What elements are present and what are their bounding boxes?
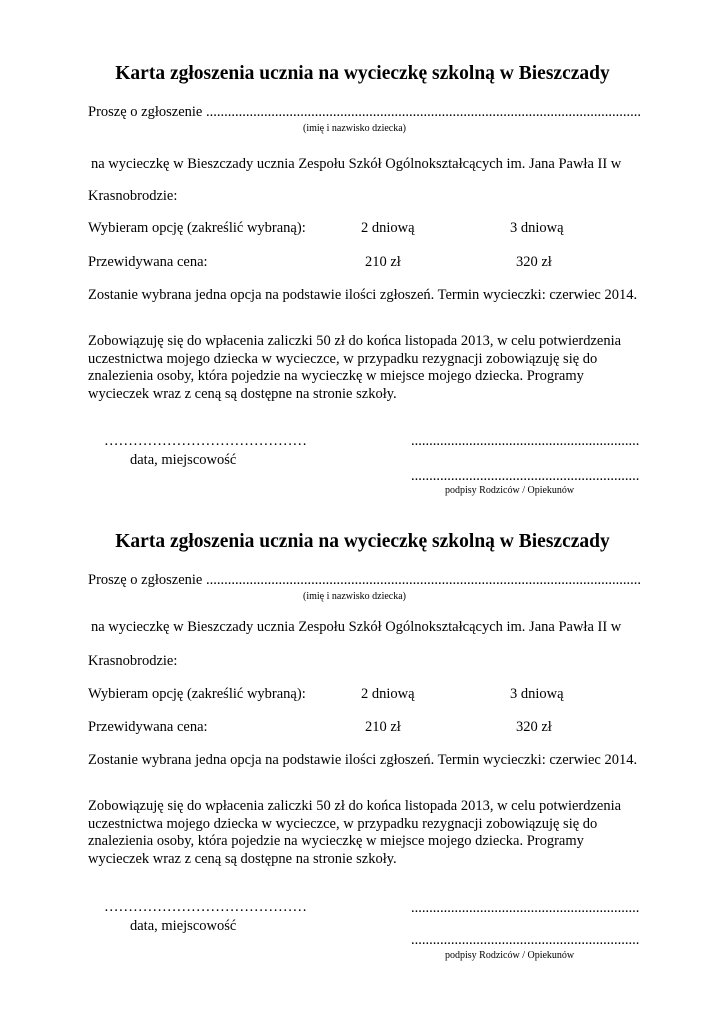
trip-line: na wycieczkę w Bieszczady ucznia Zespołu Szkół Ogólnokształcących im. Jana Pawła II w [91,619,622,635]
name-hint: (imię i nazwisko dziecka) [303,591,407,602]
request-label: Proszę o zgłoszenie [88,104,203,120]
price-3-days: 320 zł [516,719,552,735]
date-place-label: data, miejscowość [130,918,237,934]
signature-label: podpisy Rodziców / Opiekunów [445,950,575,961]
child-name-field[interactable]: ........................................................................................................................ [205,104,641,120]
selection-note: Zostanie wybrana jedna opcja na podstawie ilości zgłoszeń. Termin wycieczki: czerwiec 2014. [88,287,638,303]
request-label: Proszę o zgłoszenie [88,572,203,588]
signature-field-1[interactable]: ............................................................... [411,900,640,916]
name-hint: (imię i nazwisko dziecka) [303,123,407,134]
signature-label: podpisy Rodziców / Opiekunów [445,485,575,496]
price-label: Przewidywana cena: [88,254,208,270]
child-name-field[interactable]: ........................................................................................................................ [205,572,641,588]
price-3-days: 320 zł [516,254,552,270]
date-place-field[interactable]: …………………………………… [104,433,307,449]
date-place-field[interactable]: …………………………………… [104,899,307,915]
commitment-note: Zobowiązuję się do wpłacenia zaliczki 50 zł do końca listopada 2013, w celu potwierdzenia uczestnictwa mojego dziecka w wycieczce, w przypadku rezygnacji zobowiązuję się do znalezienia osoby, która pojedzie na wycieczkę w miejsce mojego dziecka. Programy wycieczek wraz z ceną są dostępne na stronie szkoły. [88,798,622,867]
date-place-label: data, miejscowość [130,452,237,468]
option-3-days[interactable]: 3 dniową [510,220,564,236]
price-2-days: 210 zł [365,254,401,270]
option-label: Wybieram opcję (zakreślić wybraną): [88,686,306,702]
option-2-days[interactable]: 2 dniową [361,686,415,702]
trip-line: na wycieczkę w Bieszczady ucznia Zespołu Szkół Ogólnokształcących im. Jana Pawła II w [91,156,622,172]
option-2-days[interactable]: 2 dniową [361,220,415,236]
signature-field-2[interactable]: ............................................................... [411,932,640,948]
option-3-days[interactable]: 3 dniową [510,686,564,702]
price-2-days: 210 zł [365,719,401,735]
commitment-note: Zobowiązuję się do wpłacenia zaliczki 50 zł do końca listopada 2013, w celu potwierdzenia uczestnictwa mojego dziecka w wycieczce, w przypadku rezygnacji zobowiązuję się do znalezienia osoby, która pojedzie na wycieczkę w miejsce mojego dziecka. Programy wycieczek wraz z ceną są dostępne na stronie szkoły. [88,333,622,402]
registration-form-1 [0,0,725,496]
selection-note: Zostanie wybrana jedna opcja na podstawie ilości zgłoszeń. Termin wycieczki: czerwiec 2014. [88,752,638,768]
form-title: Karta zgłoszenia ucznia na wycieczkę szkolną w Bieszczady [115,531,610,552]
town-line: Krasnobrodzie: [88,653,178,669]
price-label: Przewidywana cena: [88,719,208,735]
signature-field-1[interactable]: ............................................................... [411,433,640,449]
request-line [88,572,641,589]
request-line [88,104,641,121]
signature-field-2[interactable]: ............................................................... [411,468,640,484]
town-line: Krasnobrodzie: [88,188,178,204]
option-label: Wybieram opcję (zakreślić wybraną): [88,220,306,236]
form-title: Karta zgłoszenia ucznia na wycieczkę szkolną w Bieszczady [115,63,610,84]
registration-form-2 [0,468,725,961]
